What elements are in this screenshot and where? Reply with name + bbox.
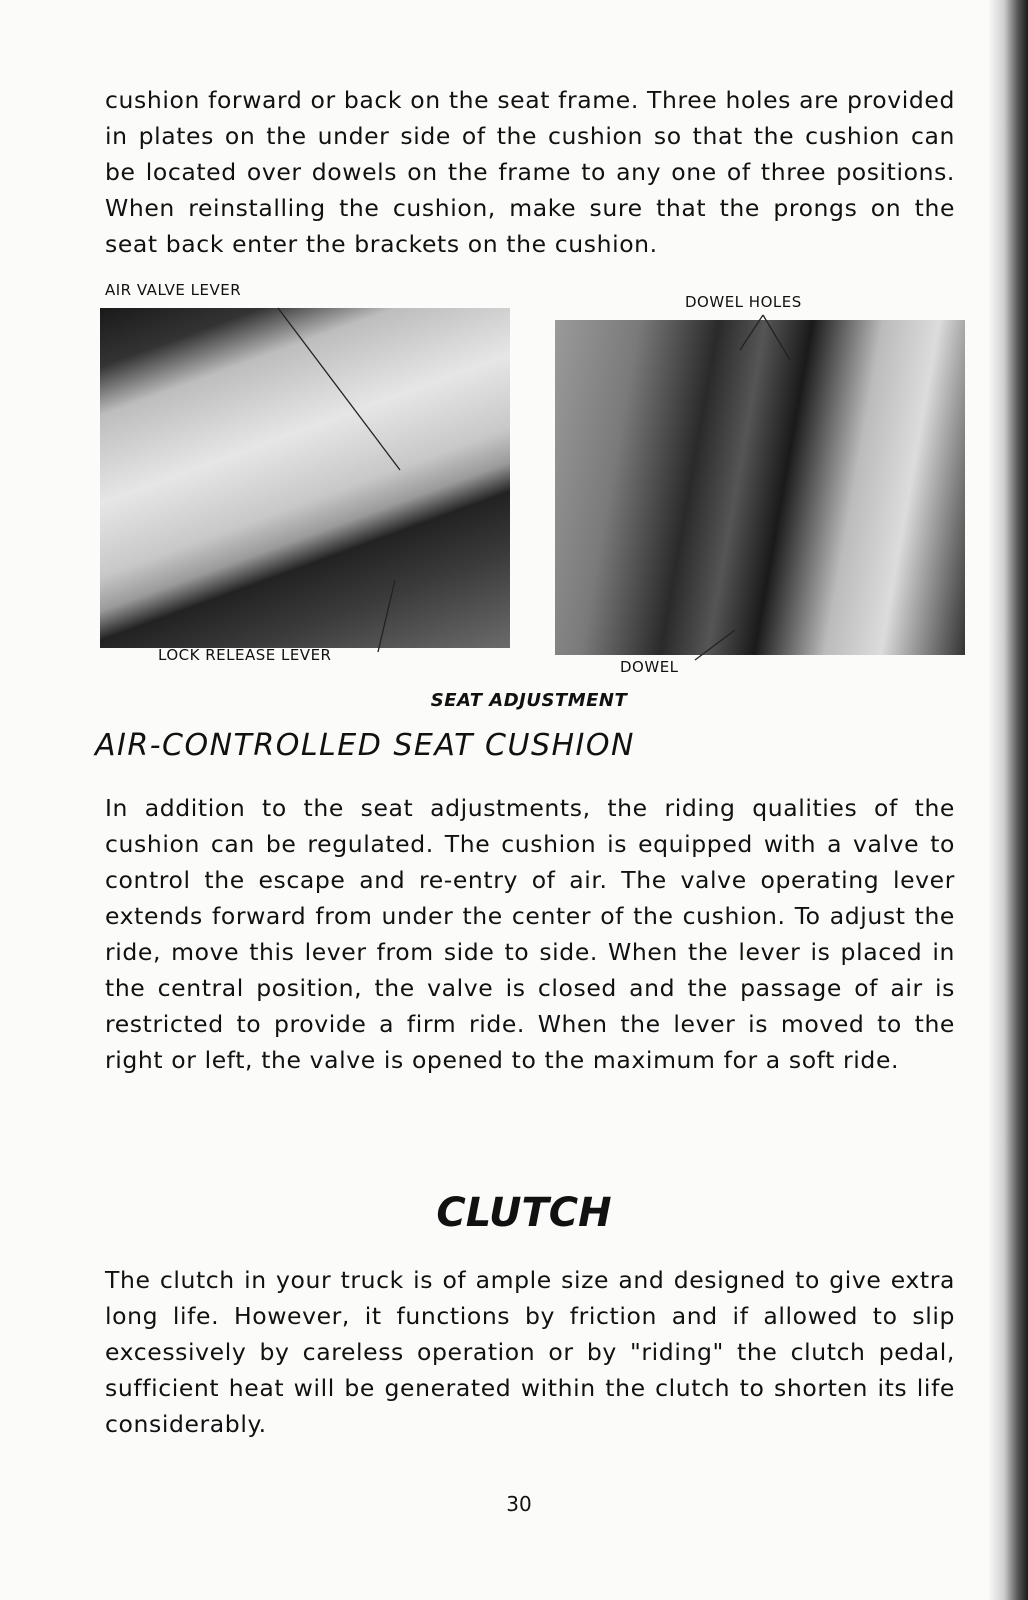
label-dowel-holes: DOWEL HOLES [685,293,802,311]
air-section-text: In addition to the seat adjustments, the riding qualities of the cushion can be regulated. The cushion is equipped with a valve to control the escape and re-entry of air. The valve operating lever extends forward from under the center of the cushion. To adjust the ride, move this lever from side to side. When the lever is placed in the central position, the valve is closed and the passage of air is restricted to provide a firm ride. When the lever is moved to the right or left, the valve is opened to the maximum for a soft ride. [105,794,955,1074]
intro-paragraph [105,82,955,262]
clutch-text: The clutch in your truck is of ample size and designed to give extra long life. However, it functions by friction and if allowed to slip excessively by careless operation or by "riding" the clutch pedal, sufficient heat will be generated within the clutch to shorten its life considerably. [105,1266,955,1438]
clutch-heading: CLUTCH [436,1190,612,1236]
label-lock-release-lever: LOCK RELEASE LEVER [158,646,332,664]
figure-caption: SEAT ADJUSTMENT [430,690,628,711]
page-edge-shadow [988,0,1028,1600]
air-section-heading: AIR-CONTROLLED SEAT CUSHION [95,728,635,763]
air-section-body [105,790,955,1078]
seat-cushion-photo [100,308,510,648]
page-number: 30 [506,1492,532,1516]
intro-text: cushion forward or back on the seat frame. Three holes are provided in plates on the under side of the cushion so that the cushion can be located over dowels on the frame to any one of three positions. When reinstalling the cushion, make sure that the prongs on the seat back enter the brackets on the cushion. [105,86,955,258]
label-dowel: DOWEL [620,658,679,676]
seat-frame-photo [555,320,965,655]
label-air-valve-lever: AIR VALVE LEVER [105,281,242,299]
clutch-body [105,1262,955,1442]
